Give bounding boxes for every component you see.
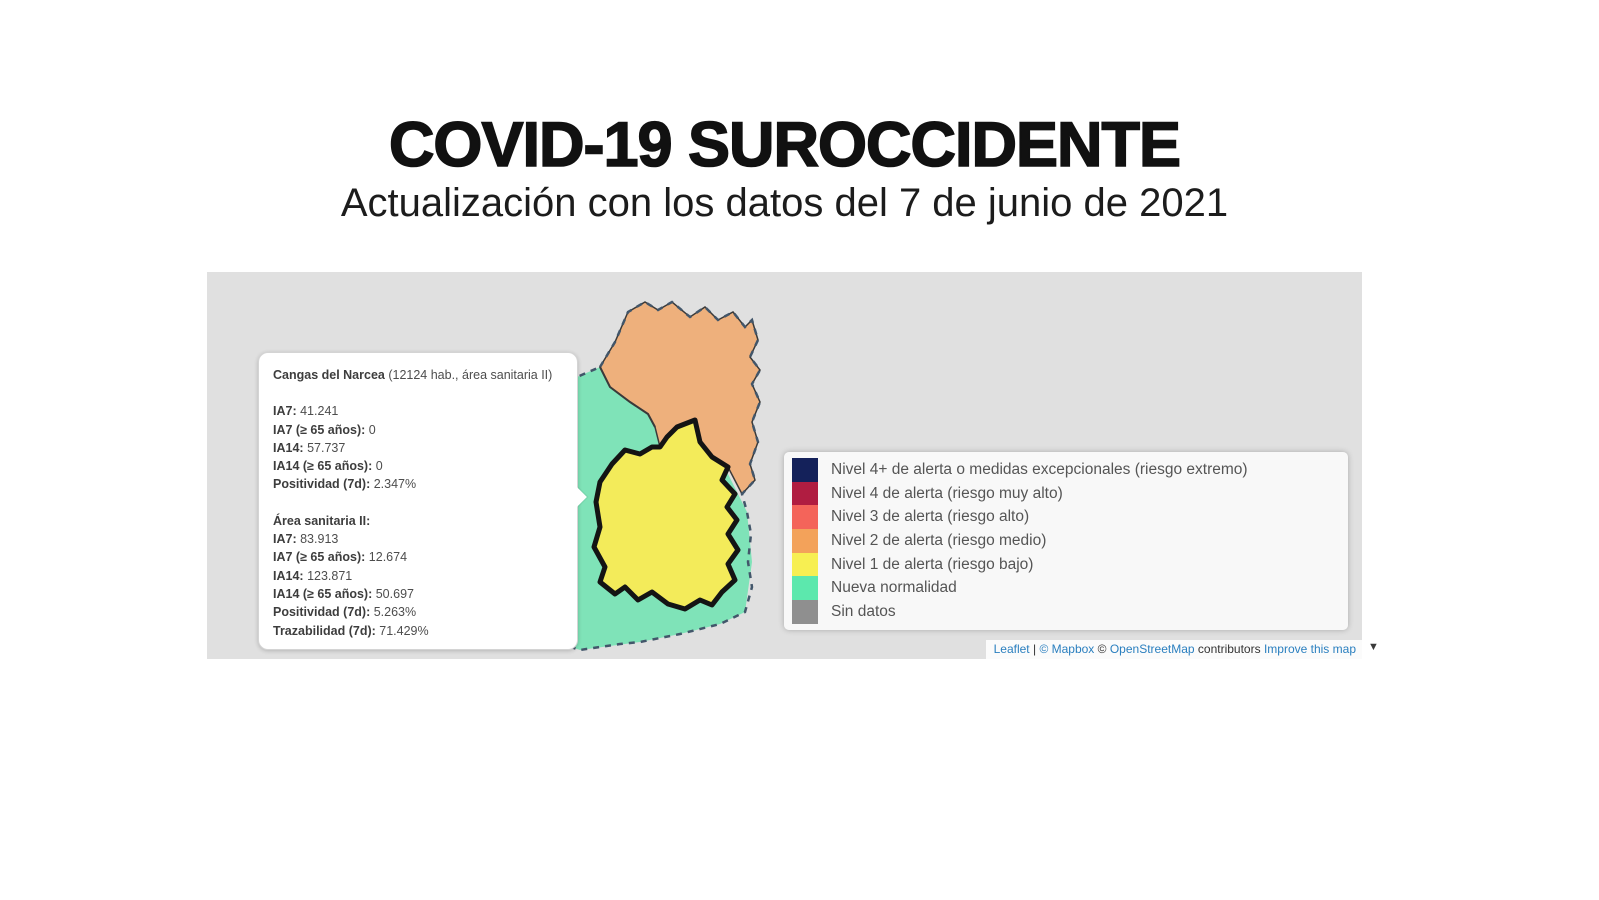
legend-item: Nivel 1 de alerta (riesgo bajo) [792,553,1340,577]
legend-swatch-nivel-2 [792,529,818,553]
page-header [207,112,1362,226]
tooltip-stat-row: IA7: 41.241 [273,404,339,419]
tooltip-stat-row: IA7 (≥ 65 años): 12.674 [273,550,408,565]
legend-swatch-nivel-4plus [792,458,818,482]
tooltip-area-title: Área sanitaria II: [273,513,371,528]
tooltip-stat-row: IA14 (≥ 65 años): 0 [273,459,383,474]
tooltip-stat-row: Positividad (7d): 5.263% [273,605,417,620]
legend-swatch-sin-datos [792,600,818,624]
improve-map-link[interactable]: Improve this map [1263,642,1356,656]
page-subtitle: Actualización con los datos del 7 de junio de 2021 [340,181,1229,226]
map-tooltip [258,352,578,650]
tooltip-stat-row: Trazabilidad (7d): 71.429% [273,623,429,638]
legend-item: Nivel 3 de alerta (riesgo alto) [792,505,1340,529]
tooltip-stat-row: IA14 (≥ 65 años): 50.697 [273,586,414,601]
legend-item: Sin datos [792,600,1340,624]
tooltip-stat-row: IA14: 57.737 [273,440,346,455]
tooltip-stat-row: Positividad (7d): 2.347% [273,477,417,492]
legend-swatch-nivel-4 [792,482,818,506]
legend-swatch-nivel-3 [792,505,818,529]
map-legend [784,452,1348,630]
legend-swatch-nueva-normalidad [792,576,818,600]
legend-item: Nivel 4+ de alerta o medidas excepcionales (riesgo extremo) [792,458,1340,482]
leaflet-map[interactable] [207,272,1362,659]
openstreetmap-link[interactable]: OpenStreetMap [1109,642,1195,656]
tooltip-title: Cangas del Narcea (12124 hab., área sanitaria II) [273,368,553,382]
legend-item: Nueva normalidad [792,576,1340,600]
page-title: COVID-19 SUROCCIDENTE [388,110,1181,180]
tooltip-stat-row: IA7 (≥ 65 años): 0 [273,422,376,437]
legend-item: Nivel 4 de alerta (riesgo muy alto) [792,482,1340,506]
legend-item: Nivel 2 de alerta (riesgo medio) [792,529,1340,553]
map-attribution: Leaflet | © Mapbox © OpenStreetMap contributors Improve this map [986,640,1362,659]
legend-swatch-nivel-1 [792,553,818,577]
tooltip-stat-row: IA14: 123.871 [273,568,353,583]
attribution-collapse-icon[interactable]: ▼ [1368,641,1379,653]
tooltip-stat-row: IA7: 83.913 [273,532,339,547]
mapbox-link[interactable]: © Mapbox [1039,642,1095,656]
leaflet-link[interactable]: Leaflet [993,642,1030,656]
